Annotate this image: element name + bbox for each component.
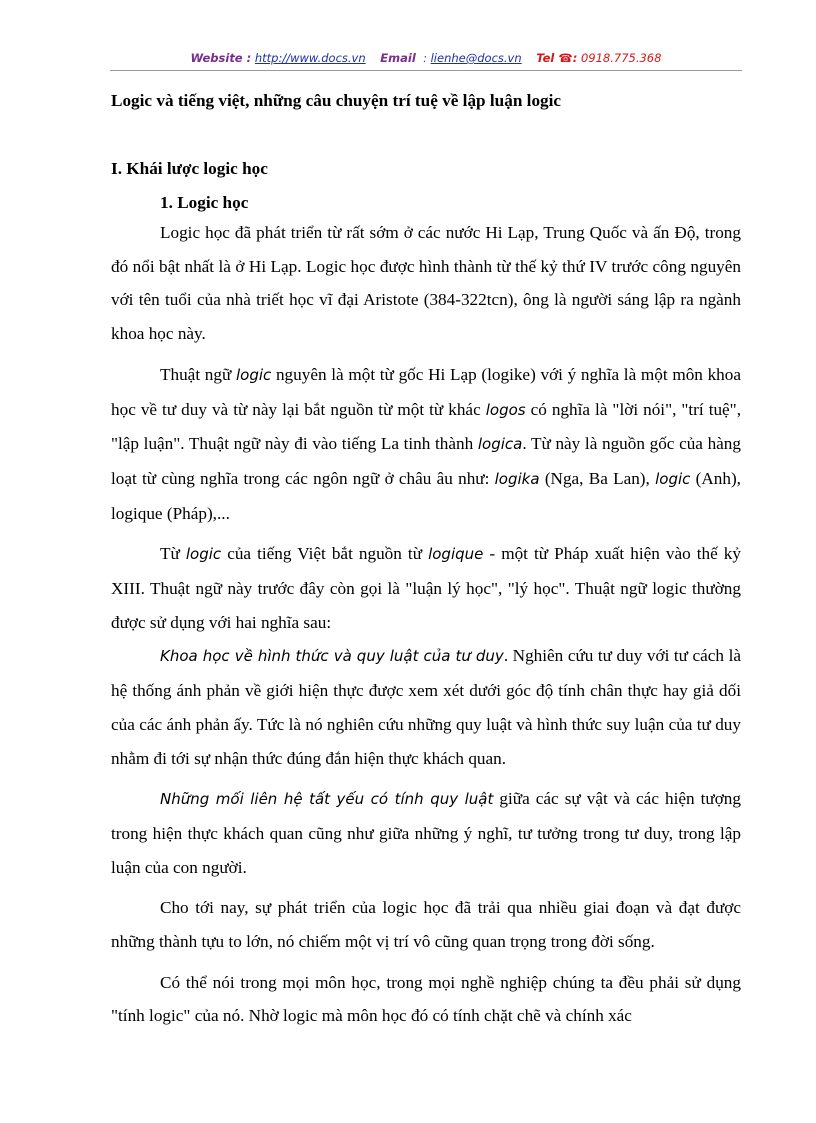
header-divider xyxy=(110,70,742,71)
email-label: Email xyxy=(380,51,416,65)
italic-term: logic xyxy=(655,469,691,488)
text-run: Thuật ngữ xyxy=(160,364,236,384)
text-run: . Từ này là nguồn gốc của hàng loạt từ cùng nghĩa trong các ngôn ngữ ở châu âu như: xyxy=(111,434,741,488)
paragraph-4 xyxy=(111,639,741,775)
document-title: Logic và tiếng việt, những câu chuyện trí tuệ về lập luận logic xyxy=(111,91,562,110)
text-run: (Anh), logique (Pháp),... xyxy=(111,468,741,523)
text-run: giữa các sự vật và các hiện tượng trong hiện thực khách quan cũng như giữa những ý nghĩ, tư tưởng trong tư duy, trong lập luận của con người. xyxy=(111,789,741,877)
italic-term: logic xyxy=(235,365,272,384)
paragraph-5 xyxy=(111,782,741,884)
italic-term: logic xyxy=(185,545,222,564)
text-run: có nghĩa là "lời nói", "trí tuệ", "lập luận". Thuật ngữ này đi vào tiếng La tinh thành xyxy=(111,399,741,454)
email-separator: : xyxy=(423,51,427,65)
text-run: Từ xyxy=(160,544,186,564)
paragraph-3 xyxy=(111,537,741,639)
italic-term: logique xyxy=(428,545,484,564)
tel-label: Tel ☎: xyxy=(536,51,578,65)
document-body xyxy=(111,88,741,1033)
paragraph-6: Cho tới nay, sự phát triển của logic học đã trải qua nhiều giai đoạn và đạt được những thành tựu to lớn, nó chiếm một vị trí vô cũng quan trọng trong đời sống. xyxy=(111,898,741,952)
text-run: . Nghiên cứu tư duy với tư cách là hệ thống ánh phản về giới hiện thực được xem xét dưới góc độ tính chân thực hay giả dối của các ánh phản ấy. Tức là nó nghiên cứu những quy luật và hình thức suy luận của tư duy nhằm đi tới sự nhận thức đúng đắn hiện thực khách quan. xyxy=(111,646,741,768)
text-run: (Nga, Ba Lan), xyxy=(539,468,656,488)
section-heading: I. Khái lược logic học xyxy=(111,159,268,178)
italic-term: Khoa học về hình thức và quy luật của tư duy xyxy=(160,647,504,666)
website-link[interactable]: http://www.docs.vn xyxy=(254,51,366,65)
tel-number: 0918.775.368 xyxy=(580,51,662,65)
paragraph-1: Logic học đã phát triển từ rất sớm ở các nước Hi Lạp, Trung Quốc và ấn Độ, trong đó nổi bật nhất là ở Hi Lạp. Logic học được hình thành từ thế kỷ thứ IV trước công nguyên với tên tuổi của nhà triết học vĩ đại Aristote (384-322tcn), ông là người sáng lập ra ngành khoa học này. xyxy=(111,223,741,344)
page-header xyxy=(110,51,742,65)
paragraph-2 xyxy=(111,358,741,531)
text-run: - một từ Pháp xuất hiện vào thế kỷ XIII. Thuật ngữ này trước đây còn gọi là "luận lý học", "lý học". Thuật ngữ logic thường được sử dụng với hai nghĩa sau: xyxy=(111,544,741,632)
italic-term: logica xyxy=(477,435,523,454)
italic-term: logos xyxy=(485,400,526,419)
text-run: của tiếng Việt bắt nguồn từ xyxy=(221,544,429,564)
email-link[interactable]: lienhe@docs.vn xyxy=(430,51,522,65)
subsection-heading: 1. Logic học xyxy=(160,193,249,212)
website-label: Website : xyxy=(190,51,252,65)
italic-term: Những mối liên hệ tất yếu có tính quy luật xyxy=(160,790,494,809)
paragraph-7: Có thể nói trong mọi môn học, trong mọi nghề nghiệp chúng ta đều phải sử dụng "tính logic" của nó. Nhờ logic mà môn học đó có tính chặt chẽ và chính xác xyxy=(111,972,741,1026)
text-run: nguyên là một từ gốc Hi Lạp (logike) với ý nghĩa là một môn khoa học về tư duy và từ này lại bắt nguồn từ một từ khác xyxy=(111,364,741,419)
italic-term: logika xyxy=(494,469,540,488)
